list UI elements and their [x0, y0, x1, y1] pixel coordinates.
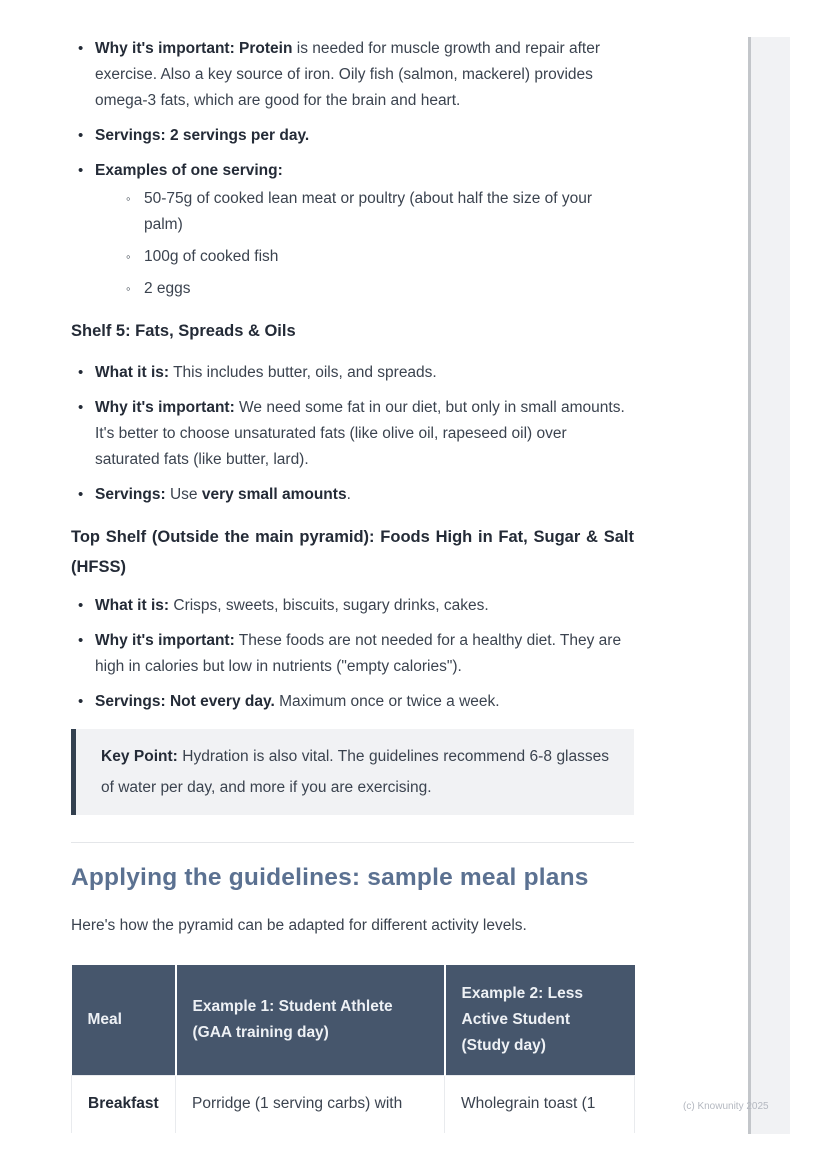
top-shelf-bullet-list	[71, 593, 634, 715]
protein-bullet-list	[71, 36, 634, 302]
key-point-text: Hydration is also vital. The guidelines recommend 6-8 glasses of water per day, and more if you are exercising.	[101, 748, 609, 796]
table-header-cell-example1: Example 1: Student Athlete (GAA training day)	[176, 965, 445, 1076]
list-item	[71, 628, 634, 680]
table-header-cell-meal: Meal	[72, 965, 176, 1076]
bullet-bold-text: Why it's important:	[95, 399, 235, 416]
list-item	[120, 244, 634, 270]
meal-plan-table	[71, 965, 635, 1133]
bullet-text: Use	[165, 486, 202, 503]
list-item	[71, 36, 634, 114]
watermark-text: (c) Knowunity 2025	[683, 1101, 769, 1112]
list-item	[71, 689, 634, 715]
bullet-text: .	[346, 486, 351, 503]
list-item	[71, 123, 634, 149]
list-item	[120, 276, 634, 302]
next-page-preview	[748, 37, 790, 1134]
table-row	[72, 1076, 635, 1134]
table-header-row	[72, 965, 635, 1076]
bullet-bold-text: very small amounts	[201, 486, 347, 503]
table-cell-example1: Porridge (1 serving carbs) with	[176, 1076, 445, 1134]
section-divider	[71, 842, 634, 843]
bullet-text: 100g of cooked fish	[144, 248, 279, 265]
bullet-bold-text: Why it's important: Protein	[95, 40, 293, 57]
bullet-bold-text: What it is:	[95, 597, 170, 614]
bullet-bold-text: Servings: 2 servings per day.	[95, 127, 310, 144]
bullet-text: These foods are not needed for a healthy diet. They are high in calories but low in nutrients ("empty calories").	[95, 632, 622, 675]
bullet-bold-text: Servings:	[95, 486, 166, 503]
bullet-text: 50-75g of cooked lean meat or poultry (about half the size of your palm)	[144, 190, 593, 233]
meal-plans-intro: Here's how the pyramid can be adapted for different activity levels.	[71, 917, 527, 934]
list-item	[71, 395, 634, 473]
serving-examples-sublist	[120, 186, 634, 302]
bullet-text: This includes butter, oils, and spreads.	[169, 364, 437, 381]
bullet-text: is needed for muscle growth and repair after exercise. Also a key source of iron. Oily fish (salmon, mackerel) provides omega-3 fats, which are good for the brain and heart.	[95, 40, 601, 109]
key-point-callout	[71, 729, 634, 815]
bullet-text: We need some fat in our diet, but only in small amounts. It's better to choose unsaturated fats (like olive oil, rapeseed oil) over saturated fats (like butter, lard).	[95, 399, 625, 468]
bullet-text: Maximum once or twice a week.	[274, 693, 500, 710]
bullet-bold-text: What it is:	[95, 364, 170, 381]
table-cell-example2: Wholegrain toast (1	[445, 1076, 635, 1134]
bullet-bold-text: Examples of one serving:	[95, 162, 283, 179]
table-cell-meal: Breakfast	[72, 1076, 176, 1134]
key-point-label: Key Point:	[101, 748, 178, 765]
list-item	[71, 482, 634, 508]
shelf5-heading: Shelf 5: Fats, Spreads & Oils	[71, 322, 296, 340]
bullet-text: 2 eggs	[144, 280, 191, 297]
bullet-text: Crisps, sweets, biscuits, sugary drinks, cakes.	[169, 597, 489, 614]
list-item	[71, 158, 634, 302]
meal-plans-heading: Applying the guidelines: sample meal plans	[71, 864, 589, 891]
bullet-bold-text: Why it's important:	[95, 632, 235, 649]
list-item	[120, 186, 634, 238]
table-header-cell-example2: Example 2: Less Active Student (Study day)	[445, 965, 635, 1076]
list-item	[71, 593, 634, 619]
bullet-bold-text: Servings: Not every day.	[95, 693, 275, 710]
shelf5-bullet-list	[71, 360, 634, 508]
document-body	[71, 36, 634, 1133]
top-shelf-heading: Top Shelf (Outside the main pyramid): Foods High in Fat, Sugar & Salt (HFSS)	[71, 528, 634, 576]
list-item	[71, 360, 634, 386]
